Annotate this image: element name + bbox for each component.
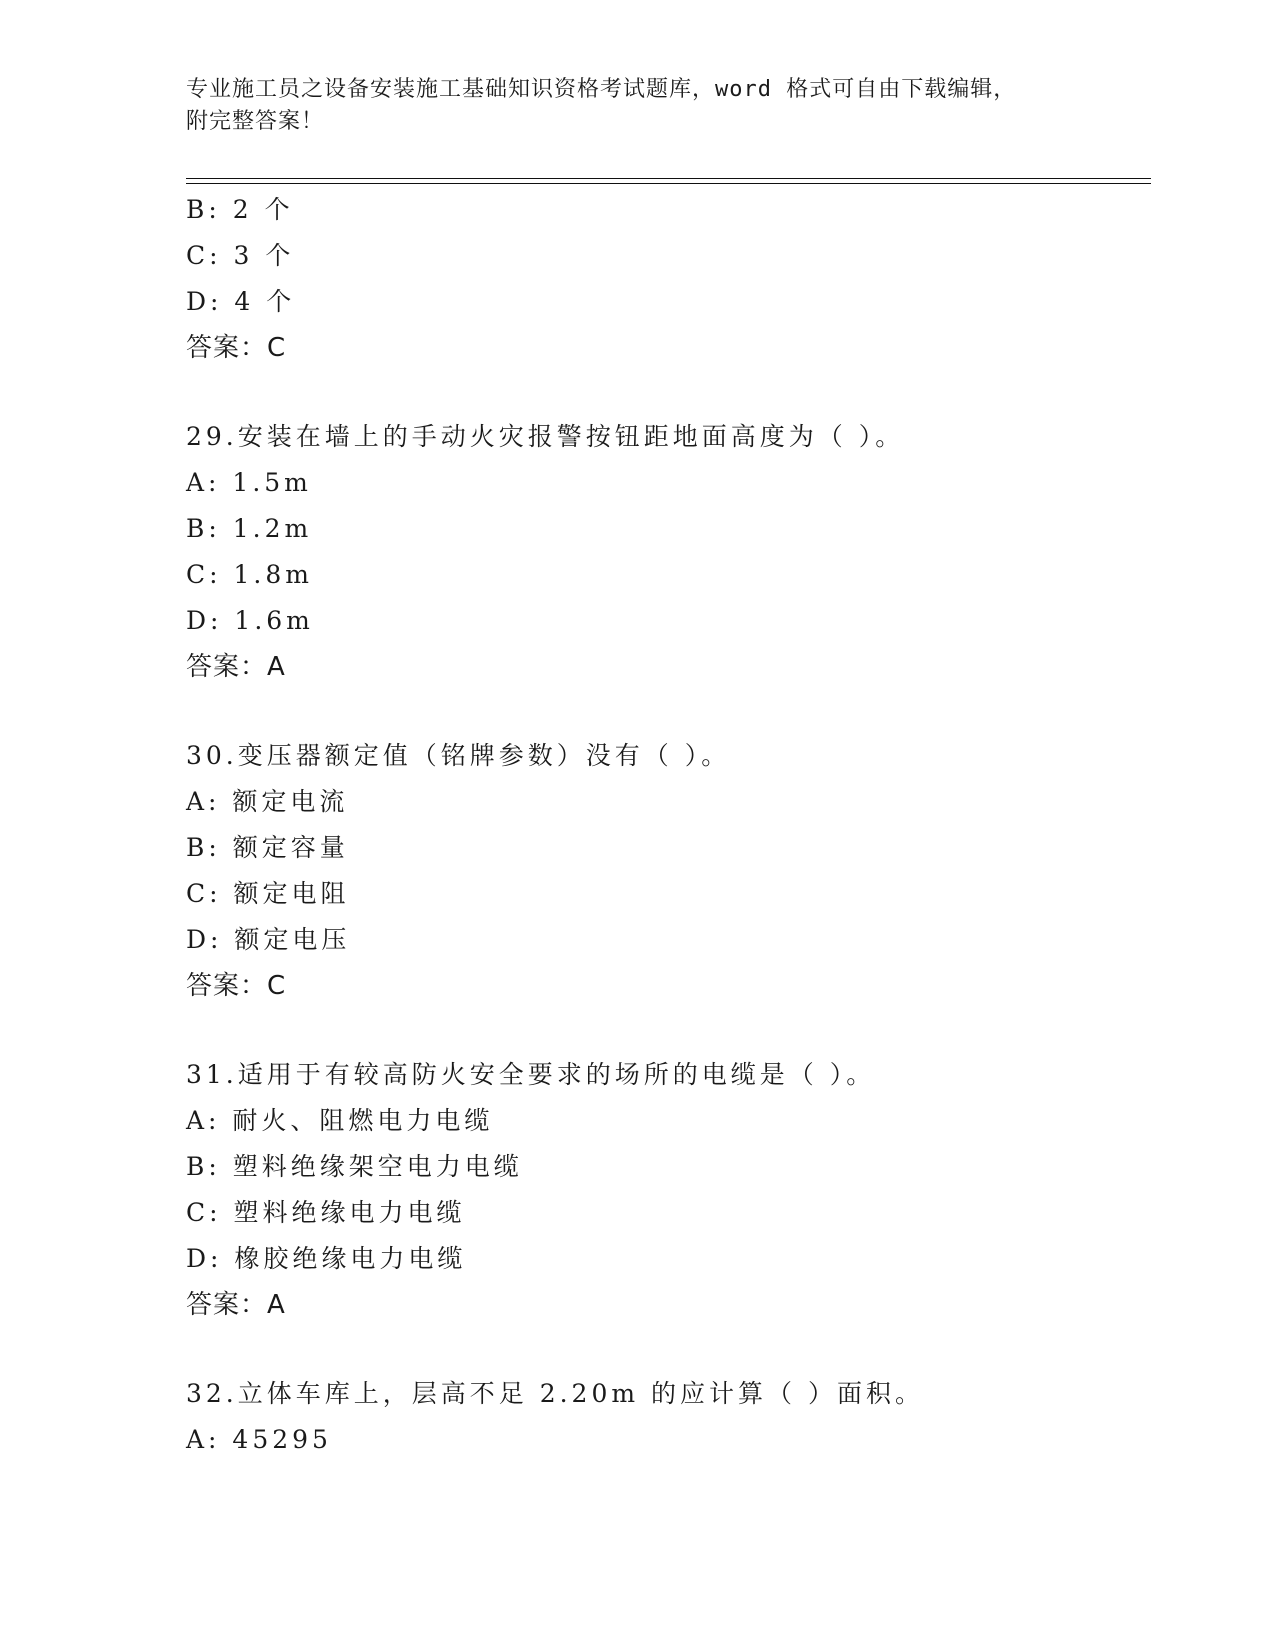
question-gap [186,1328,1146,1371]
question-stem: 32.立体车库上，层高不足 2.20m 的应计算（ ）面积。 [186,1379,924,1408]
answer-line: 答案：C [186,971,287,1001]
question-31 [186,1052,1146,1328]
header-line-2: 附完整答案！ [186,109,325,134]
question-gap [186,1009,1146,1052]
header-line-1: 专业施工员之设备安装施工基础知识资格考试题库，word 格式可自由下载编辑， [186,77,1017,102]
question-list [186,187,1146,1463]
option-b: B: 2 个 [186,195,294,224]
question-stem: 29.安装在墙上的手动火灾报警按钮距地面高度为（ ）。 [186,422,905,451]
question-32 [186,1371,1146,1463]
header-divider-top [186,178,1151,179]
question-29 [186,414,1146,690]
question-stem: 30.变压器额定值（铭牌参数）没有（ ）。 [186,741,731,770]
question-gap [186,690,1146,733]
option-b: B: 1.2m [186,514,313,543]
option-a: A: 1.5m [186,468,312,497]
header-divider-bottom [186,183,1151,184]
answer-line: 答案：A [186,1290,286,1320]
answer-line: 答案：C [186,333,287,363]
option-d: D: 橡胶绝缘电力电缆 [186,1244,467,1273]
option-a: A: 耐火、阻燃电力电缆 [186,1106,494,1135]
option-a: A: 45295 [186,1425,332,1454]
question-gap [186,371,1146,414]
option-c: C: 额定电阻 [186,879,350,908]
option-c: C: 3 个 [186,241,295,270]
option-d: D: 4 个 [186,287,296,316]
option-c: C: 1.8m [186,560,313,589]
question-stem: 31.适用于有较高防火安全要求的场所的电缆是（ ）。 [186,1060,876,1089]
answer-line: 答案：A [186,652,286,682]
document-header [186,74,1086,138]
option-d: D: 1.6m [186,606,314,635]
option-d: D: 额定电压 [186,925,351,954]
option-a: A: 额定电流 [186,787,349,816]
question-30 [186,733,1146,1009]
option-c: C: 塑料绝缘电力电缆 [186,1198,466,1227]
option-b: B: 塑料绝缘架空电力电缆 [186,1152,523,1181]
option-b: B: 额定容量 [186,833,349,862]
question-partial [186,187,1146,371]
